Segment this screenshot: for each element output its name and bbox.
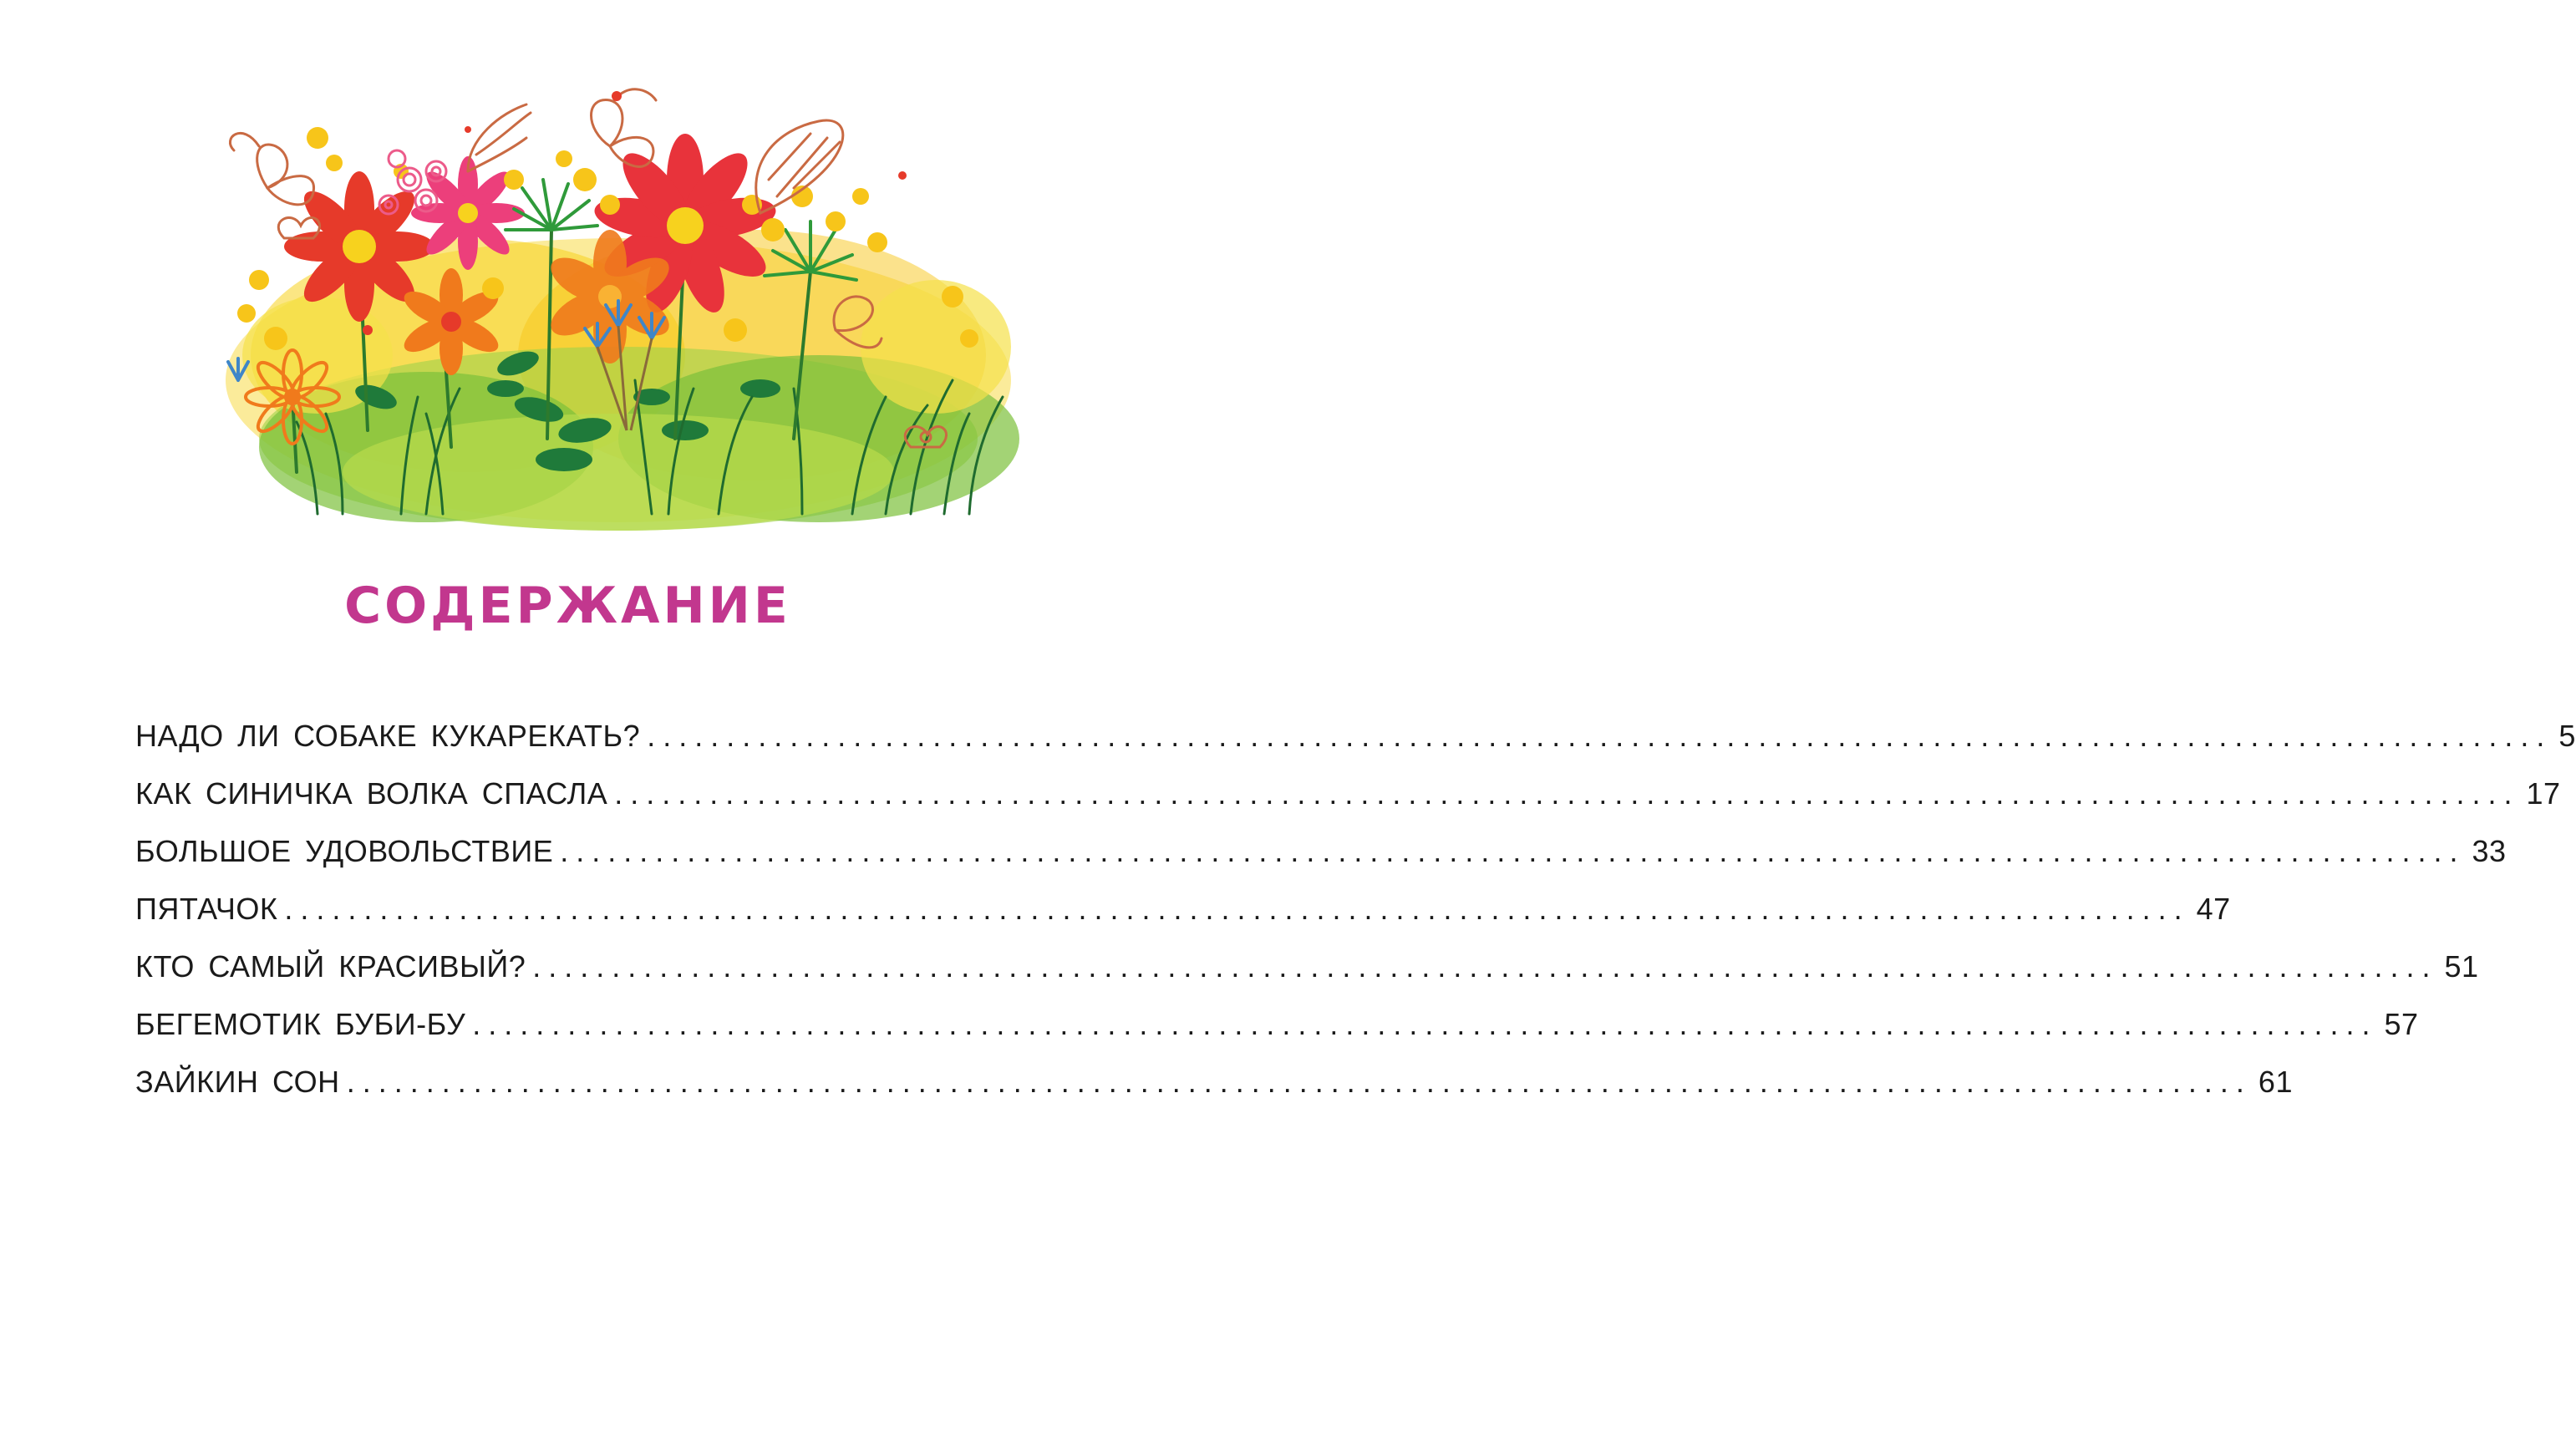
toc-dot-leader: ........................................................................................................................ (532, 949, 2438, 984)
toc-dot-leader: ........................................................................................................................ (647, 719, 2553, 753)
toc-dot-leader: ........................................................................................................................ (346, 1065, 2252, 1099)
toc-entry-page-number: 17 (2526, 776, 2561, 811)
toc-entry-title: ЗАЙКИН СОН (135, 1065, 340, 1099)
toc-dot-leader: ........................................................................................................................ (560, 834, 2466, 868)
toc-dot-leader: ........................................................................................................................ (472, 1007, 2378, 1041)
toc-dot-leader: ........................................................................................................................ (284, 892, 2190, 926)
toc-entry[interactable] (135, 776, 2561, 834)
toc-entry-title: КАК СИНИЧКА ВОЛКА СПАСЛА (135, 776, 608, 811)
toc-entry-page-number: 51 (2444, 949, 2479, 984)
toc-entry-title: БЕГЕМОТИК БУБИ-БУ (135, 1007, 466, 1041)
toc-entry-page-number: 57 (2384, 1007, 2419, 1041)
toc-entry[interactable] (135, 892, 2231, 949)
toc-entry[interactable] (135, 1007, 2419, 1065)
flower-meadow-illustration (217, 79, 1019, 547)
table-of-contents (135, 719, 2576, 1122)
toc-dot-leader: ........................................................................................................................ (614, 776, 2520, 811)
toc-entry[interactable] (135, 834, 2507, 892)
page-title: СОДЕРЖАНИЕ (344, 577, 791, 635)
toc-entry-title: КТО САМЫЙ КРАСИВЫЙ? (135, 949, 526, 984)
toc-entry-page-number: 33 (2472, 834, 2507, 868)
toc-entry-title: БОЛЬШОЕ УДОВОЛЬСТВИЕ (135, 834, 554, 868)
toc-entry[interactable] (135, 719, 2576, 776)
toc-entry[interactable] (135, 1065, 2293, 1122)
toc-entry-page-number: 61 (2258, 1065, 2293, 1099)
toc-entry-page-number: 47 (2196, 892, 2231, 926)
toc-entry[interactable] (135, 949, 2479, 1007)
toc-entry-title: ПЯТАЧОК (135, 892, 278, 926)
toc-entry-title: НАДО ЛИ СОБАКЕ КУКАРЕКАТЬ? (135, 719, 641, 753)
toc-entry-page-number: 5 (2558, 719, 2576, 753)
